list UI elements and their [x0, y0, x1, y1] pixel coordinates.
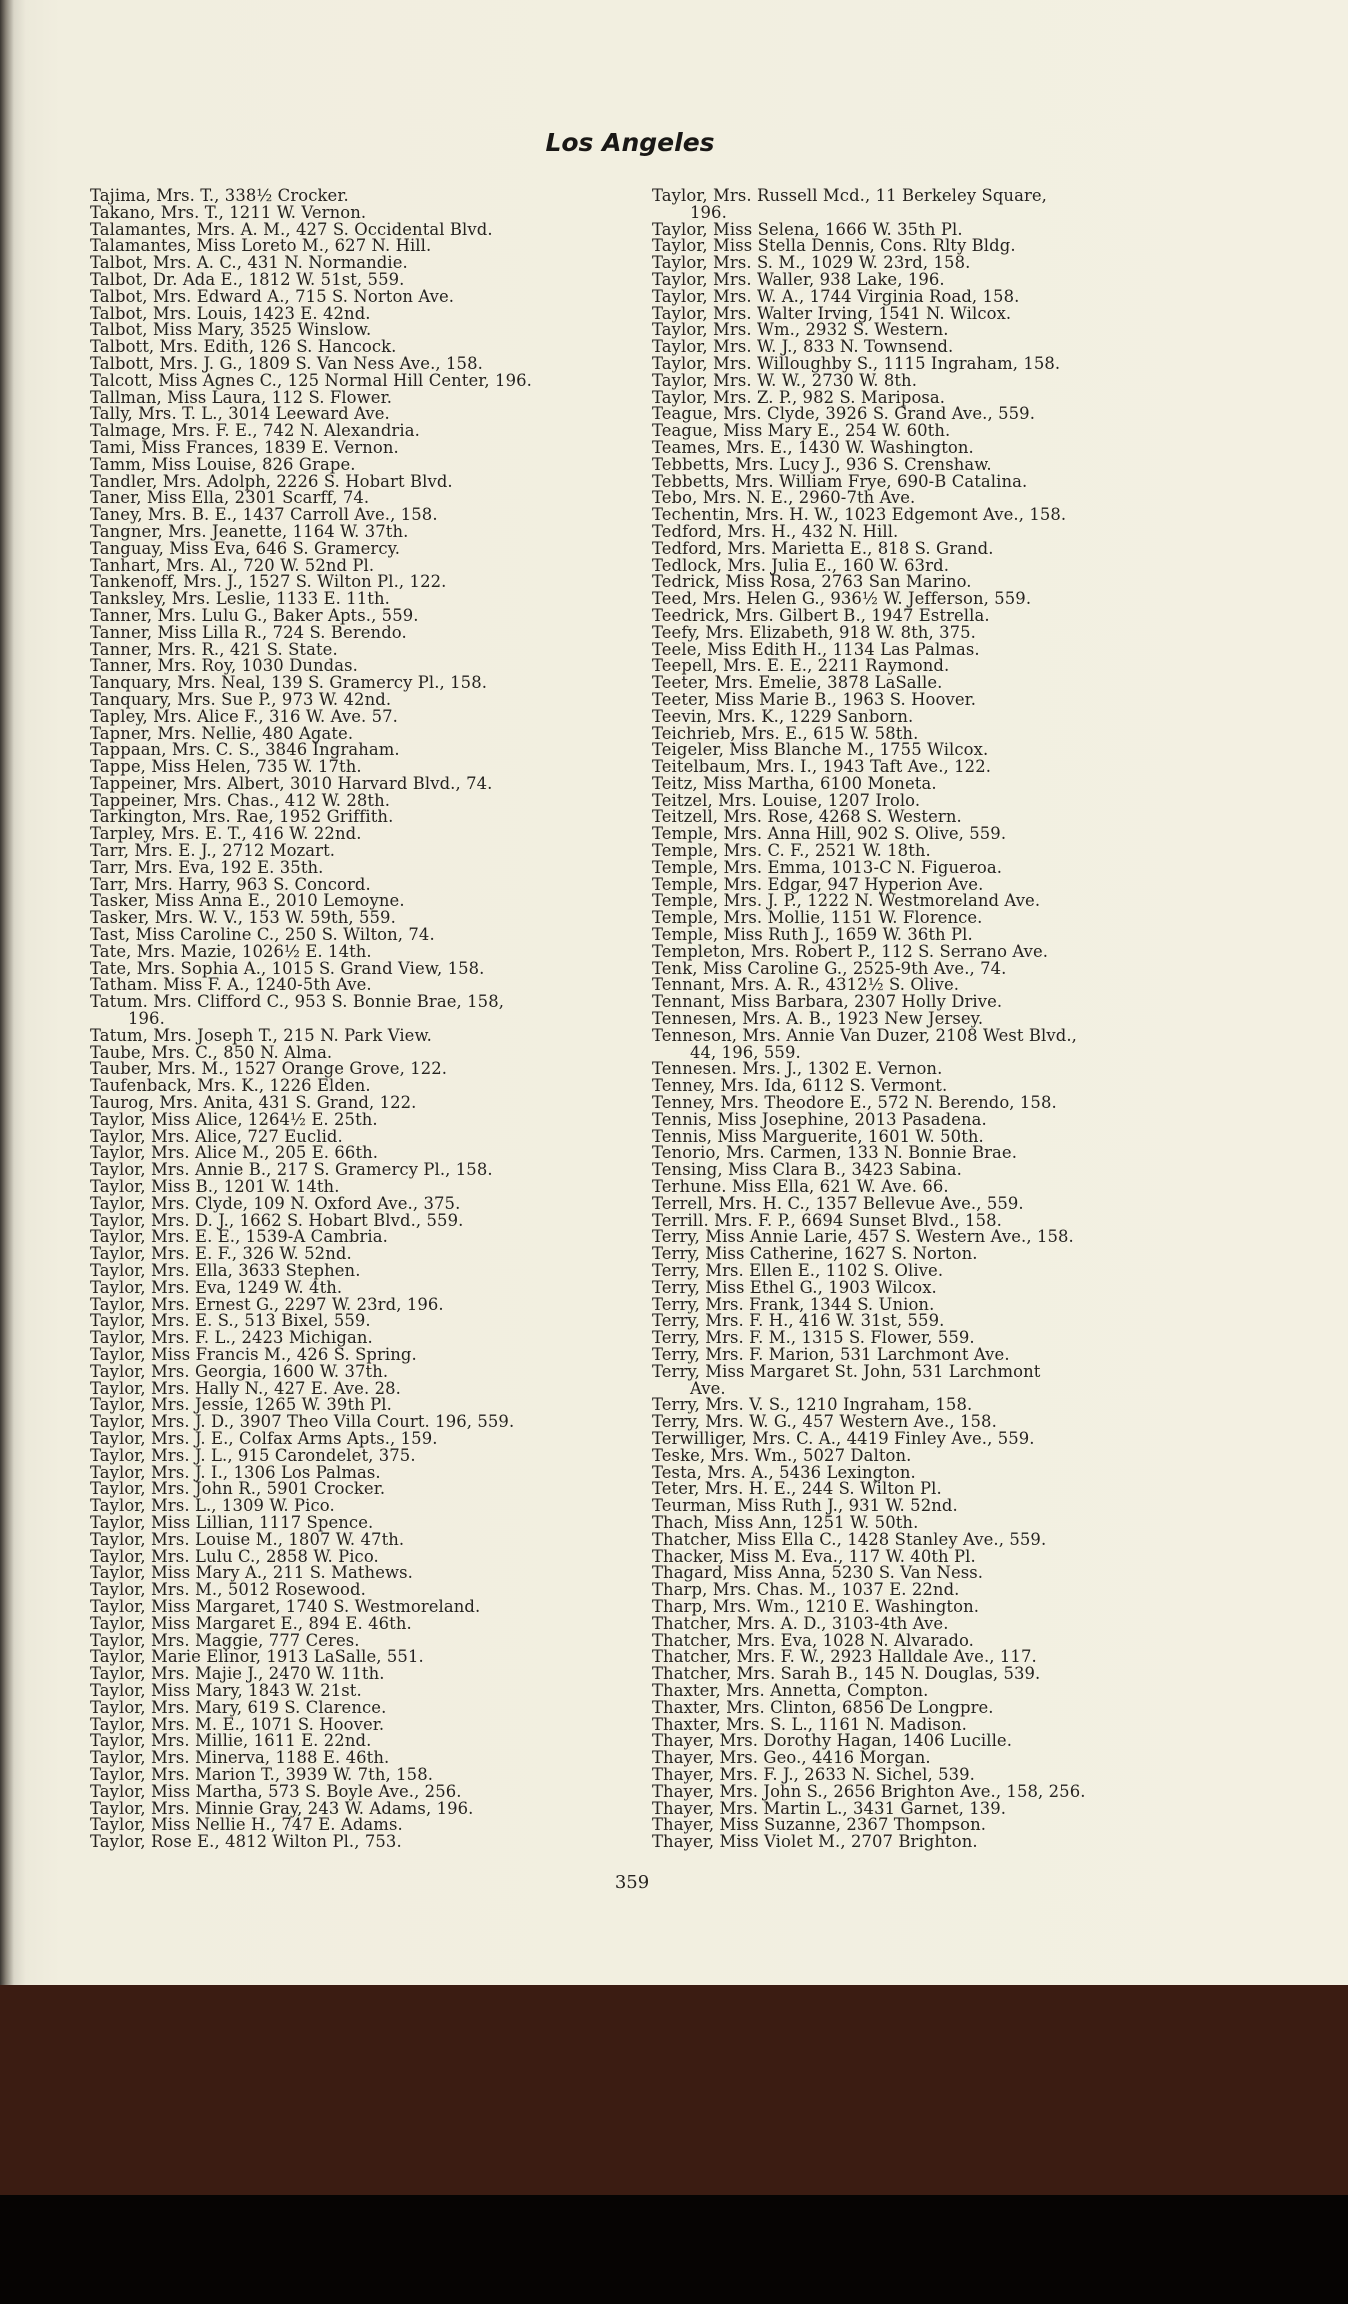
entry-text: Teitzel, Mrs. Louise, 1207 Irolo. — [652, 790, 921, 810]
entry-text: Teevin, Mrs. K., 1229 Sanborn. — [652, 706, 914, 726]
entry-text: Templeton, Mrs. Robert P., 112 S. Serrano Ave. — [652, 941, 1049, 961]
directory-entry — [90, 622, 532, 642]
directory-entry — [652, 188, 1086, 222]
entry-text: Thaxter, Mrs. Clinton, 6856 De Longpre. — [652, 1697, 994, 1717]
entry-text: Tenney, Mrs. Ida, 6112 S. Vermont. — [652, 1076, 948, 1096]
entry-text: Tedford, Mrs. Marietta E., 818 S. Grand. — [652, 538, 994, 558]
entry-text: Tarr, Mrs. Harry, 963 S. Concord. — [90, 874, 371, 894]
entry-text: Thayer, Mrs. Geo., 4416 Morgan. — [652, 1748, 931, 1768]
entry-text: Terry, Miss Catherine, 1627 S. Norton. — [652, 1244, 978, 1264]
entry-text: Taylor, Mrs. Ernest G., 2297 W. 23rd, 196. — [90, 1294, 444, 1314]
entry-text: Taylor, Miss Lillian, 1117 Spence. — [90, 1512, 374, 1532]
entry-text: Teitelbaum, Mrs. I., 1943 Taft Ave., 122. — [652, 757, 992, 777]
entry-text: Teague, Mrs. Clyde, 3926 S. Grand Ave., 559. — [652, 404, 1036, 424]
directory-entry — [90, 1613, 532, 1633]
entry-text: Taylor, Mrs. Hally N., 427 E. Ave. 28. — [90, 1378, 401, 1398]
entry-text: Taylor, Mrs. M., 5012 Rosewood. — [90, 1580, 366, 1600]
entry-text: Teter, Mrs. H. E., 244 S. Wilton Pl. — [652, 1479, 942, 1499]
entry-text: Tedford, Mrs. H., 432 N. Hill. — [652, 521, 899, 541]
entry-text: Taylor, Mrs. Willoughby S., 1115 Ingraham, 158. — [652, 353, 1061, 373]
entry-text: Thayer, Miss Violet M., 2707 Brighton. — [652, 1832, 978, 1852]
entry-text: Tennis, Miss Josephine, 2013 Pasadena. — [652, 1109, 987, 1129]
entry-text: Temple, Mrs. Mollie, 1151 W. Florence. — [652, 908, 983, 928]
entry-text: Tate, Mrs. Mazie, 1026½ E. 14th. — [90, 941, 372, 961]
directory-entry — [652, 1781, 1086, 1801]
directory-entry — [90, 538, 532, 558]
entry-text: Tanquary, Mrs. Neal, 139 S. Gramercy Pl., 158. — [90, 673, 488, 693]
entry-text: Teichrieb, Mrs. E., 615 W. 58th. — [652, 723, 919, 743]
entry-text: Terry, Mrs. Frank, 1344 S. Union. — [652, 1294, 935, 1314]
entry-text: Tate, Mrs. Sophia A., 1015 S. Grand View, 158. — [90, 958, 485, 978]
entry-text: Tennant, Miss Barbara, 2307 Holly Drive. — [652, 992, 1003, 1012]
entry-text: Terry, Miss Ethel G., 1903 Wilcox. — [652, 1277, 937, 1297]
entry-text: Terry, Mrs. F. H., 416 W. 31st, 559. — [652, 1311, 945, 1331]
entry-text: Taurog, Mrs. Anita, 431 S. Grand, 122. — [90, 1093, 417, 1113]
entry-text: Tenorio, Mrs. Carmen, 133 N. Bonnie Brae. — [652, 1143, 1018, 1163]
entry-text: Taylor, Miss Stella Dennis, Cons. Rlty Bldg. — [652, 236, 1016, 256]
entry-text: Tennesen, Mrs. A. B., 1923 New Jersey. — [652, 1009, 984, 1029]
entry-text: Taylor, Mrs. Georgia, 1600 W. 37th. — [90, 1361, 389, 1381]
entry-text: Taylor, Miss Martha, 573 S. Boyle Ave., 256. — [90, 1781, 462, 1801]
directory-entry — [652, 1025, 1086, 1062]
entry-text: Taylor, Mrs. E. F., 326 W. 52nd. — [90, 1244, 352, 1264]
entry-text: Teigeler, Miss Blanche M., 1755 Wilcox. — [652, 740, 989, 760]
entry-text: Talbot, Mrs. Edward A., 715 S. Norton Ave. — [90, 286, 455, 306]
entry-text: Taylor, Miss B., 1201 W. 14th. — [90, 1177, 340, 1197]
entry-text: Testa, Mrs. A., 5436 Lexington. — [652, 1462, 916, 1482]
entry-text: Taylor, Miss Mary A., 211 S. Mathews. — [90, 1563, 413, 1583]
entry-text: Taylor, Miss Mary, 1843 W. 21st. — [90, 1680, 362, 1700]
entry-text: Tapley, Mrs. Alice F., 316 W. Ave. 57. — [90, 706, 398, 726]
entry-text: Tatham. Miss F. A., 1240-5th Ave. — [90, 975, 372, 995]
entry-text: Teeter, Miss Marie B., 1963 S. Hoover. — [652, 689, 977, 709]
entry-text: Tappe, Miss Helen, 735 W. 17th. — [90, 757, 362, 777]
entry-text: Taylor, Mrs. E. S., 513 Bixel, 559. — [90, 1311, 371, 1331]
entry-text: Taylor, Marie Elinor, 1913 LaSalle, 551. — [90, 1647, 424, 1667]
entry-continuation: 44, 196, 559. — [690, 1042, 801, 1062]
entry-text: Tapner, Mrs. Nellie, 480 Agate. — [90, 723, 354, 743]
entry-text: Tebbetts, Mrs. William Frye, 690-B Catalina. — [652, 471, 1028, 491]
entry-text: Taylor, Mrs. Marion T., 3939 W. 7th, 158. — [90, 1764, 434, 1784]
entry-text: Thayer, Mrs. Dorothy Hagan, 1406 Lucille. — [652, 1731, 1013, 1751]
entry-text: Temple, Mrs. J. P., 1222 N. Westmoreland Ave. — [652, 891, 1041, 911]
entry-text: Taylor, Miss Margaret, 1740 S. Westmoreland. — [90, 1596, 481, 1616]
entry-text: Talbot, Mrs. Louis, 1423 E. 42nd. — [90, 303, 371, 323]
directory-entry — [652, 622, 1086, 642]
entry-text: Tami, Miss Frances, 1839 E. Vernon. — [90, 437, 399, 457]
entry-text: Tanner, Mrs. Roy, 1030 Dundas. — [90, 656, 358, 676]
entry-text: Taylor, Mrs. W. J., 833 N. Townsend. — [652, 337, 954, 357]
entry-text: Tauber, Mrs. M., 1527 Orange Grove, 122. — [90, 1059, 448, 1079]
entry-text: Takano, Mrs. T., 1211 W. Vernon. — [90, 202, 367, 222]
entry-text: Thayer, Mrs. F. J., 2633 N. Sichel, 539. — [652, 1764, 975, 1784]
entry-text: Tamm, Miss Louise, 826 Grape. — [90, 454, 356, 474]
entry-text: Tenneson, Mrs. Annie Van Duzer, 2108 West Blvd., — [652, 1025, 1077, 1045]
entry-text: Tennant, Mrs. A. R., 4312½ S. Olive. — [652, 975, 960, 995]
entry-text: Teefy, Mrs. Elizabeth, 918 W. 8th, 375. — [652, 622, 976, 642]
directory-entry — [652, 706, 1086, 726]
entry-text: Tarpley, Mrs. E. T., 416 W. 22nd. — [90, 824, 362, 844]
entry-text: Thatcher, Mrs. Eva, 1028 N. Alvarado. — [652, 1630, 974, 1650]
entry-text: Taylor, Mrs. W. W., 2730 W. 8th. — [652, 370, 918, 390]
entry-text: Taylor, Mrs. Annie B., 217 S. Gramercy Pl., 158. — [90, 1160, 493, 1180]
entry-text: Taylor, Mrs. Majie J., 2470 W. 11th. — [90, 1664, 385, 1684]
entry-text: Taylor, Mrs. Wm., 2932 S. Western. — [652, 320, 949, 340]
entry-text: Terry, Mrs. F. M., 1315 S. Flower, 559. — [652, 1328, 975, 1348]
entry-text: Thacker, Miss M. Eva., 117 W. 40th Pl. — [652, 1546, 976, 1566]
entry-text: Taylor, Mrs. J. L., 915 Carondelet, 375. — [90, 1445, 416, 1465]
entry-text: Tangner, Mrs. Jeanette, 1164 W. 37th. — [90, 521, 409, 541]
entry-text: Thayer, Mrs. Martin L., 3431 Garnet, 139. — [652, 1798, 1007, 1818]
entry-text: Thatcher, Miss Ella C., 1428 Stanley Ave., 559. — [652, 1529, 1047, 1549]
left-column — [90, 188, 532, 1851]
entry-text: Techentin, Mrs. H. W., 1023 Edgemont Ave., 158. — [652, 505, 1067, 525]
entry-text: Tensing, Miss Clara B., 3423 Sabina. — [652, 1160, 962, 1180]
entry-text: Taner, Miss Ella, 2301 Scarff, 74. — [90, 488, 370, 508]
book-edge-background — [0, 1985, 1348, 2195]
entry-text: Taylor, Mrs. Louise M., 1807 W. 47th. — [90, 1529, 405, 1549]
entry-text: Terrell, Mrs. H. C., 1357 Bellevue Ave., 559. — [652, 1193, 1024, 1213]
entry-text: Teedrick, Mrs. Gilbert B., 1947 Estrella. — [652, 605, 990, 625]
entry-text: Talamantes, Mrs. A. M., 427 S. Occidental Blvd. — [90, 219, 493, 239]
entry-text: Taylor, Mrs. L., 1309 W. Pico. — [90, 1496, 335, 1516]
entry-text: Taylor, Mrs. J. D., 3907 Theo Villa Court. 196, 559. — [90, 1412, 515, 1432]
entry-text: Tebbetts, Mrs. Lucy J., 936 S. Crenshaw. — [652, 454, 992, 474]
entry-text: Tarr, Mrs. Eva, 192 E. 35th. — [90, 857, 324, 877]
entry-text: Tarr, Mrs. E. J., 2712 Mozart. — [90, 841, 336, 861]
entry-text: Taylor, Mrs. E. E., 1539-A Cambria. — [90, 1227, 388, 1247]
entry-text: Taylor, Mrs. Ella, 3633 Stephen. — [90, 1261, 361, 1280]
entry-text: Thatcher, Mrs. Sarah B., 145 N. Douglas, 539. — [652, 1664, 1041, 1684]
directory-entry — [652, 1834, 1086, 1851]
entry-text: Tennesen. Mrs. J., 1302 E. Vernon. — [652, 1059, 943, 1079]
right-column — [652, 188, 1086, 1851]
page-number: 359 — [614, 1872, 650, 1893]
entry-text: Tappeiner, Mrs. Albert, 3010 Harvard Blvd., 74. — [90, 773, 493, 793]
entry-text: Talmage, Mrs. F. E., 742 N. Alexandria. — [90, 421, 420, 441]
directory-entry — [90, 1834, 532, 1851]
entry-text: Temple, Mrs. Edgar, 947 Hyperion Ave. — [652, 874, 984, 894]
entry-text: Tebo, Mrs. N. E., 2960-7th Ave. — [652, 488, 916, 508]
entry-text: Thatcher, Mrs. A. D., 3103-4th Ave. — [652, 1613, 949, 1633]
entry-text: Tasker, Miss Anna E., 2010 Lemoyne. — [90, 891, 405, 911]
entry-text: Tedrick, Miss Rosa, 2763 San Marino. — [652, 572, 972, 592]
entry-text: Tappaan, Mrs. C. S., 3846 Ingraham. — [90, 740, 400, 760]
entry-text: Tatum, Mrs. Joseph T., 215 N. Park View. — [90, 1025, 432, 1045]
entry-text: Taylor, Miss Margaret E., 894 E. 46th. — [90, 1613, 412, 1633]
entry-text: Talbot, Mrs. A. C., 431 N. Normandie. — [90, 253, 408, 273]
entry-text: Taney, Mrs. B. E., 1437 Carroll Ave., 158. — [90, 505, 438, 525]
entry-text: Taylor, Mrs. F. L., 2423 Michigan. — [90, 1328, 373, 1348]
entry-text: Tanhart, Mrs. Al., 720 W. 52nd Pl. — [90, 555, 375, 575]
entry-text: Tatum. Mrs. Clifford C., 953 S. Bonnie Brae, 158, — [90, 992, 505, 1012]
entry-text: Taylor, Mrs. Maggie, 777 Ceres. — [90, 1630, 360, 1650]
entry-text: Taylor, Mrs. J. I., 1306 Los Palmas. — [90, 1462, 381, 1482]
entry-text: Teames, Mrs. E., 1430 W. Washington. — [652, 437, 974, 457]
entry-text: Terry, Mrs. W. G., 457 Western Ave., 158. — [652, 1412, 997, 1432]
entry-text: Teurman, Miss Ruth J., 931 W. 52nd. — [652, 1496, 958, 1516]
entry-text: Taylor, Mrs. D. J., 1662 S. Hobart Blvd., 559. — [90, 1210, 464, 1230]
entry-text: Tharp, Mrs. Chas. M., 1037 E. 22nd. — [652, 1580, 960, 1600]
entry-text: Tanner, Mrs. Lulu G., Baker Apts., 559. — [90, 605, 419, 625]
entry-continuation: Ave. — [690, 1378, 726, 1398]
entry-text: Tallman, Miss Laura, 112 S. Flower. — [90, 387, 393, 407]
entry-text: Tanguay, Miss Eva, 646 S. Gramercy. — [90, 538, 401, 558]
entry-text: Thaxter, Mrs. Annetta, Compton. — [652, 1680, 929, 1700]
entry-text: Teitzell, Mrs. Rose, 4268 S. Western. — [652, 807, 962, 827]
entry-text: Tankenoff, Mrs. J., 1527 S. Wilton Pl., 122. — [90, 572, 447, 592]
entry-text: Taylor, Mrs. Eva, 1249 W. 4th. — [90, 1277, 343, 1297]
entry-text: Talamantes, Miss Loreto M., 627 N. Hill. — [90, 236, 432, 256]
directory-entry — [652, 538, 1086, 558]
entry-text: Tenk, Miss Caroline G., 2525-9th Ave., 74. — [652, 958, 1007, 978]
entry-text: Terwilliger, Mrs. C. A., 4419 Finley Ave., 559. — [652, 1428, 1035, 1448]
entry-text: Talbott, Mrs. J. G., 1809 S. Van Ness Ave., 158. — [90, 353, 483, 373]
entry-text: Tharp, Mrs. Wm., 1210 E. Washington. — [652, 1596, 980, 1616]
entry-text: Taube, Mrs. C., 850 N. Alma. — [90, 1042, 333, 1062]
entry-text: Taylor, Mrs. Z. P., 982 S. Mariposa. — [652, 387, 946, 407]
entry-text: Temple, Mrs. Emma, 1013-C N. Figueroa. — [652, 857, 1003, 877]
directory-entry — [90, 1781, 532, 1801]
entry-text: Taylor, Mrs. Walter Irving, 1541 N. Wilcox. — [652, 303, 1012, 323]
entry-text: Taylor, Mrs. John R., 5901 Crocker. — [90, 1479, 386, 1499]
entry-text: Taylor, Mrs. W. A., 1744 Virginia Road, 158. — [652, 286, 1020, 306]
entry-text: Thatcher, Mrs. F. W., 2923 Halldale Ave., 117. — [652, 1647, 1037, 1667]
entry-text: Taylor, Rose E., 4812 Wilton Pl., 753. — [90, 1832, 402, 1852]
directory-entry — [652, 1613, 1086, 1633]
entry-text: Taylor, Mrs. Alice M., 205 E. 66th. — [90, 1143, 379, 1163]
entry-text: Thach, Miss Ann, 1251 W. 50th. — [652, 1512, 919, 1532]
entry-text: Tajima, Mrs. T., 338½ Crocker. — [90, 186, 349, 205]
entry-text: Temple, Mrs. C. F., 2521 W. 18th. — [652, 841, 931, 861]
entry-text: Tasker, Mrs. W. V., 153 W. 59th, 559. — [90, 908, 396, 928]
entry-text: Terry, Miss Margaret St. John, 531 Larchmont — [652, 1361, 1041, 1381]
entry-text: Taylor, Mrs. J. E., Colfax Arms Apts., 159. — [90, 1428, 438, 1448]
entry-text: Talcott, Miss Agnes C., 125 Normal Hill Center, 196. — [90, 370, 532, 390]
entry-text: Tally, Mrs. T. L., 3014 Leeward Ave. — [90, 404, 390, 424]
entry-text: Taylor, Mrs. Alice, 727 Euclid. — [90, 1126, 343, 1146]
entry-text: Tennis, Miss Marguerite, 1601 W. 50th. — [652, 1126, 984, 1146]
entry-text: Temple, Mrs. Anna Hill, 902 S. Olive, 559. — [652, 824, 1007, 844]
entry-text: Taylor, Mrs. Lulu C., 2858 W. Pico. — [90, 1546, 379, 1566]
entry-text: Tarkington, Mrs. Rae, 1952 Griffith. — [90, 807, 394, 827]
entry-text: Taylor, Mrs. Minnie Gray, 243 W. Adams, 196. — [90, 1798, 474, 1818]
entry-text: Talbott, Mrs. Edith, 126 S. Hancock. — [90, 337, 397, 357]
directory-entry — [90, 706, 532, 726]
directory-entry — [90, 1697, 532, 1717]
entry-text: Thaxter, Mrs. S. L., 1161 N. Madison. — [652, 1714, 967, 1734]
entry-text: Taylor, Mrs. Waller, 938 Lake, 196. — [652, 269, 945, 289]
entry-text: Teeter, Mrs. Emelie, 3878 LaSalle. — [652, 673, 943, 693]
entry-text: Tappeiner, Mrs. Chas., 412 W. 28th. — [90, 790, 391, 810]
entry-text: Tandler, Mrs. Adolph, 2226 S. Hobart Blvd. — [90, 471, 453, 491]
entry-text: Teele, Miss Edith H., 1134 Las Palmas. — [652, 639, 980, 659]
entry-text: Taufenback, Mrs. K., 1226 Elden. — [90, 1076, 371, 1096]
entry-text: Taylor, Mrs. Russell Mcd., 11 Berkeley Square, — [652, 186, 1047, 205]
entry-text: Temple, Miss Ruth J., 1659 W. 36th Pl. — [652, 925, 973, 945]
directory-entry — [90, 994, 532, 1028]
entry-text: Tanner, Miss Lilla R., 724 S. Berendo. — [90, 622, 407, 642]
entry-text: Taylor, Mrs. Jessie, 1265 W. 39th Pl. — [90, 1395, 392, 1415]
entry-text: Terry, Mrs. Ellen E., 1102 S. Olive. — [652, 1261, 944, 1280]
entry-text: Taylor, Miss Nellie H., 747 E. Adams. — [90, 1815, 403, 1835]
entry-text: Taylor, Miss Selena, 1666 W. 35th Pl. — [652, 219, 963, 239]
entry-text: Taylor, Mrs. Minerva, 1188 E. 46th. — [90, 1748, 390, 1768]
entry-text: Taylor, Mrs. Millie, 1611 E. 22nd. — [90, 1731, 372, 1751]
entry-text: Teague, Miss Mary E., 254 W. 60th. — [652, 421, 951, 441]
entry-text: Taylor, Miss Francis M., 426 S. Spring. — [90, 1344, 417, 1364]
entry-text: Taylor, Miss Alice, 1264½ E. 25th. — [90, 1109, 378, 1129]
entry-text: Tanner, Mrs. R., 421 S. State. — [90, 639, 338, 659]
entry-text: Talbot, Dr. Ada E., 1812 W. 51st, 559. — [90, 269, 405, 289]
entry-text: Terhune. Miss Ella, 621 W. Ave. 66. — [652, 1177, 949, 1197]
directory-entry — [652, 1361, 1086, 1398]
entry-text: Talbot, Miss Mary, 3525 Winslow. — [90, 320, 372, 340]
entry-text: Teske, Mrs. Wm., 5027 Dalton. — [652, 1445, 912, 1465]
entry-text: Thayer, Mrs. John S., 2656 Brighton Ave., 158, 256. — [652, 1781, 1086, 1801]
entry-text: Thayer, Miss Suzanne, 2367 Thompson. — [652, 1815, 987, 1835]
entry-continuation: 196. — [690, 202, 727, 222]
entry-text: Taylor, Mrs. S. M., 1029 W. 23rd, 158. — [652, 253, 971, 273]
entry-text: Teitz, Miss Martha, 6100 Moneta. — [652, 773, 937, 793]
entry-text: Taylor, Mrs. M. E., 1071 S. Hoover. — [90, 1714, 385, 1734]
entry-text: Taylor, Mrs. Mary, 619 S. Clarence. — [90, 1697, 387, 1717]
entry-text: Tast, Miss Caroline C., 250 S. Wilton, 74. — [90, 925, 435, 945]
entry-text: Tanksley, Mrs. Leslie, 1133 E. 11th. — [90, 589, 390, 609]
directory-entry — [652, 1697, 1086, 1717]
entry-continuation: 196. — [128, 1009, 165, 1029]
entry-text: Terry, Mrs. F. Marion, 531 Larchmont Ave. — [652, 1344, 1010, 1364]
entry-text: Teepell, Mrs. E. E., 2211 Raymond. — [652, 656, 950, 676]
entry-text: Terry, Miss Annie Larie, 457 S. Western Ave., 158. — [652, 1227, 1074, 1247]
entry-text: Thagard, Miss Anna, 5230 S. Van Ness. — [652, 1563, 984, 1583]
entry-text: Tanquary, Mrs. Sue P., 973 W. 42nd. — [90, 689, 392, 709]
entry-text: Teed, Mrs. Helen G., 936½ W. Jefferson, 559. — [652, 589, 1032, 609]
entry-text: Taylor, Mrs. Clyde, 109 N. Oxford Ave., 375. — [90, 1193, 461, 1213]
page-title: Los Angeles — [545, 128, 715, 157]
entry-text: Terry, Mrs. V. S., 1210 Ingraham, 158. — [652, 1395, 973, 1415]
entry-text: Terrill. Mrs. F. P., 6694 Sunset Blvd., 158. — [652, 1210, 1002, 1230]
entry-text: Tenney, Mrs. Theodore E., 572 N. Berendo, 158. — [652, 1093, 1057, 1113]
entry-text: Tedlock, Mrs. Julia E., 160 W. 63rd. — [652, 555, 950, 575]
